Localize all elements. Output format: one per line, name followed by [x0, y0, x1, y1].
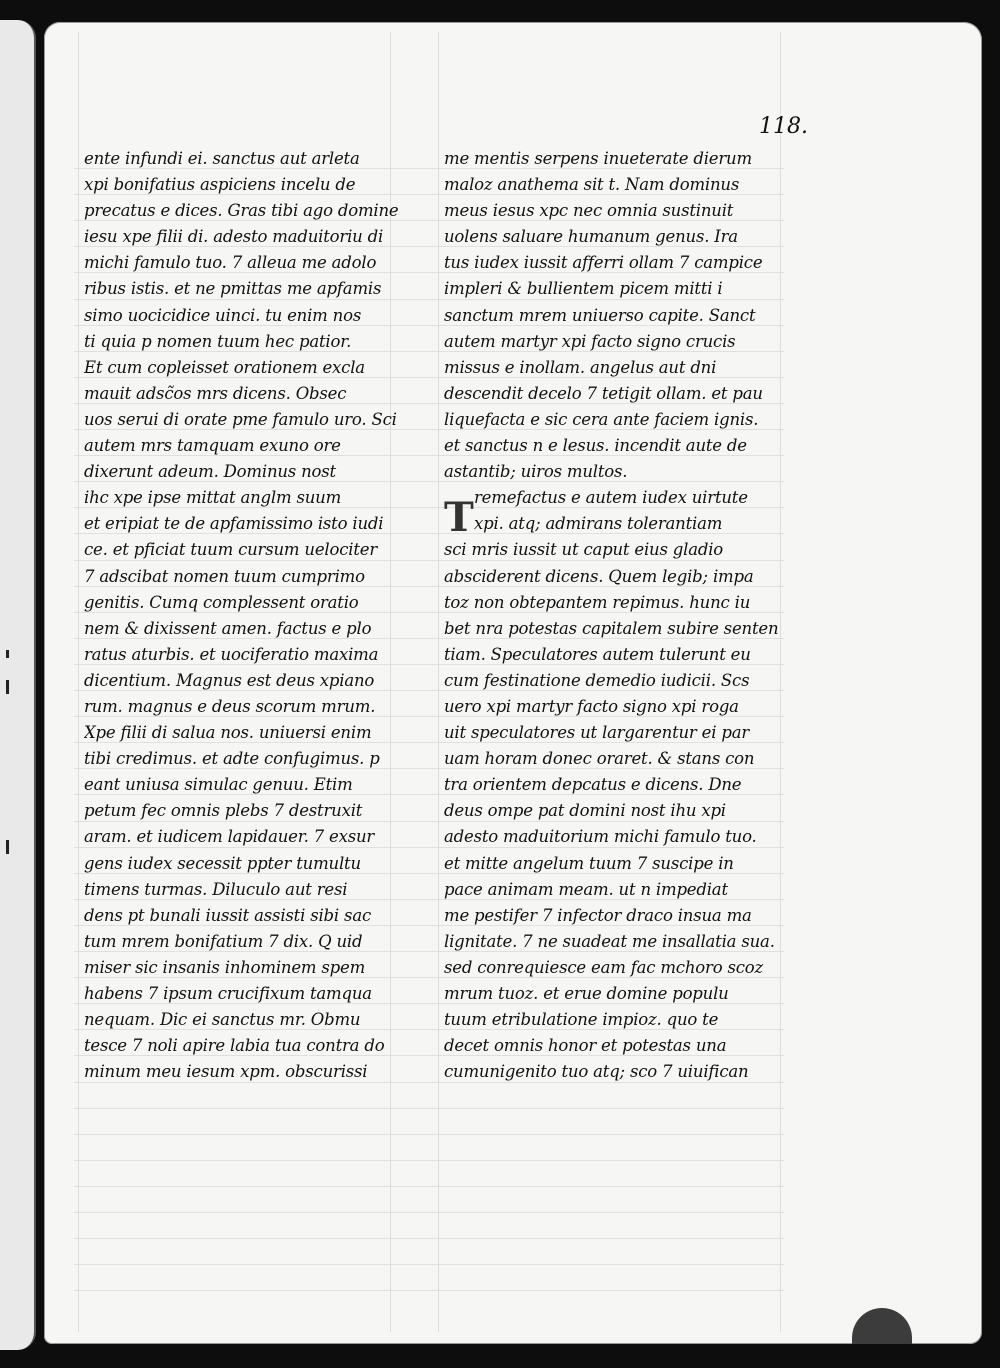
text-line: 7 adscibat nomen tuum cumprimo — [84, 566, 365, 586]
text-line: dens pt bunali iussit assisti sibi sac — [84, 905, 371, 925]
text-line: pace animam meam. ut n impediat — [444, 879, 728, 899]
text-line: precatus e dices. Gras tibi ago domine — [84, 201, 399, 221]
text-line: missus e inollam. angelus aut dni — [444, 357, 717, 377]
text-line: dixerunt adeum. Dominus nost — [84, 462, 336, 482]
ruling-line — [74, 1264, 784, 1265]
text-line: ce. et pficiat tuum cursum uelociter — [84, 540, 378, 560]
text-line: uero xpi martyr facto signo xpi roga — [444, 696, 739, 716]
text-line: meus iesus xpc nec omnia sustinuit — [444, 201, 734, 221]
text-line: tuum etribulatione impioz. quo te — [444, 1010, 719, 1030]
text-line: toz non obtepantem repimus. hunc iu — [444, 592, 751, 612]
manuscript-page — [44, 22, 982, 1344]
text-line: tibi credimus. et adte confugimus. p — [84, 749, 380, 769]
text-line: uam horam donec oraret. & stans con — [444, 749, 755, 769]
text-line: uolens saluare humanum genus. Ira — [444, 227, 738, 247]
facing-page-mark — [6, 680, 9, 694]
text-line: ihc xpe ipse mittat anglm suum — [84, 488, 342, 508]
text-line: genitis. Cumq complessent oratio — [84, 592, 359, 612]
text-line: ente infundi ei. sanctus aut arleta — [84, 149, 360, 168]
text-line: deus ompe pat domini nost ihu xpi — [444, 801, 726, 821]
text-line: sed conrequiesce eam fac mchoro scoz — [444, 957, 764, 977]
text-line: tus iudex iussit afferri ollam 7 campice — [444, 253, 763, 273]
text-line: remefactus e autem iudex uirtute — [474, 488, 748, 508]
text-line: bet nra potestas capitalem subire senten — [444, 618, 779, 638]
ruling-line — [78, 32, 79, 1332]
facing-page-edge — [0, 20, 36, 1350]
text-line: et sanctus n e lesus. incendit aute de — [444, 436, 747, 456]
text-line: mauit adsc̃os mrs dicens. Obsec — [84, 383, 347, 403]
ruling-line — [74, 1238, 784, 1239]
text-line: dicentium. Magnus est deus xpiano — [84, 670, 375, 690]
text-line: Xpe filii di salua nos. uniuersi enim — [84, 723, 372, 743]
facing-page-mark — [6, 650, 9, 658]
text-line: impleri & bullientem picem mitti i — [444, 279, 723, 299]
text-line: uit speculatores ut largarentur ei par — [444, 723, 750, 743]
text-line: me mentis serpens inueterate dierum — [444, 149, 752, 168]
text-line: timens turmas. Diluculo aut resi — [84, 879, 348, 899]
right-text-column — [444, 146, 794, 1085]
text-line: gens iudex secessit ppter tumultu — [84, 853, 361, 873]
text-line: descendit decelo 7 tetigit ollam. et pau — [444, 383, 763, 403]
ruling-line — [74, 1186, 784, 1187]
text-line: decet omnis honor et potestas una — [444, 1036, 727, 1056]
text-line: petum fec omnis plebs 7 destruxit — [84, 801, 363, 821]
text-line: Et cum copleisset orationem excla — [84, 357, 365, 377]
text-line: me pestifer 7 infector draco insua ma — [444, 905, 752, 925]
ruling-line — [74, 1160, 784, 1161]
text-line: tiam. Speculatores autem tulerunt eu — [444, 644, 751, 664]
ruling-line — [74, 1108, 784, 1109]
text-line: nequam. Dic ei sanctus mr. Obmu — [84, 1010, 361, 1030]
facing-page-mark — [6, 840, 9, 854]
text-line: minum meu iesum xpm. obscurissi — [84, 1062, 368, 1082]
text-line: liquefacta e sic cera ante faciem ignis. — [444, 409, 759, 429]
text-line: tra orientem depcatus e dicens. Dne — [444, 775, 742, 795]
ruling-line — [74, 1212, 784, 1213]
text-line: miser sic insanis inhominem spem — [84, 957, 366, 977]
text-line: iesu xpe filii di. adesto maduitoriu di — [84, 227, 384, 247]
text-line: cumunigenito tuo atq; sco 7 uiuifican — [444, 1062, 749, 1082]
text-line: rum. magnus e deus scorum mrum. — [84, 696, 376, 716]
text-line: maloz anathema sit t. Nam dominus — [444, 175, 740, 195]
text-line: sanctum mrem uniuerso capite. Sanct — [444, 305, 756, 325]
text-line: simo uocicidice uinci. tu enim nos — [84, 305, 362, 325]
text-line: habens 7 ipsum crucifixum tamqua — [84, 984, 372, 1003]
text-line: astantib; uiros multos. — [444, 462, 628, 482]
text-line: ti quia p nomen tuum hec patior. — [84, 331, 352, 351]
text-line: tum mrem bonifatium 7 dix. Q uid — [84, 931, 363, 951]
text-line: xpi. atq; admirans tolerantiam — [474, 514, 723, 534]
text-line: xpi bonifatius aspiciens incelu de — [84, 175, 356, 195]
decorated-initial: T — [444, 494, 474, 541]
text-line: ribus istis. et ne pmittas me apfamis — [84, 279, 382, 299]
left-text-column — [84, 146, 424, 1085]
holding-thumb — [852, 1308, 912, 1344]
text-line: tesce 7 noli apire labia tua contra do — [84, 1036, 385, 1056]
text-line: uos serui di orate pme famulo uro. Sci — [84, 409, 397, 429]
text-line: absciderent dicens. Quem legib; impa — [444, 566, 754, 586]
text-line: aram. et iudicem lapidauer. 7 exsur — [84, 827, 375, 847]
text-line: lignitate. 7 ne suadeat me insallatia sua. — [444, 931, 775, 951]
text-line: et mitte angelum tuum 7 suscipe in — [444, 853, 734, 873]
text-line: mrum tuoz. et erue domine populu — [444, 984, 729, 1003]
text-line: cum festinatione demedio iudicii. Scs — [444, 670, 750, 690]
text-line: autem martyr xpi facto signo crucis — [444, 331, 736, 351]
text-line: ratus aturbis. et uociferatio maxima — [84, 644, 379, 664]
text-line: adesto maduitorium michi famulo tuo. — [444, 827, 757, 847]
text-line: autem mrs tamquam exuno ore — [84, 436, 341, 456]
ruling-line — [74, 1290, 784, 1291]
text-line: michi famulo tuo. 7 alleua me adolo — [84, 253, 377, 273]
text-line: et eripiat te de apfamissimo isto iudi — [84, 514, 384, 534]
text-line: eant uniusa simulac genuu. Etim — [84, 775, 353, 795]
folio-number: 118. — [759, 114, 808, 139]
ruling-line — [74, 1134, 784, 1135]
text-line: sci mris iussit ut caput eius gladio — [444, 540, 724, 560]
ruling-line — [438, 32, 439, 1332]
text-line: nem & dixissent amen. factus e plo — [84, 618, 372, 638]
